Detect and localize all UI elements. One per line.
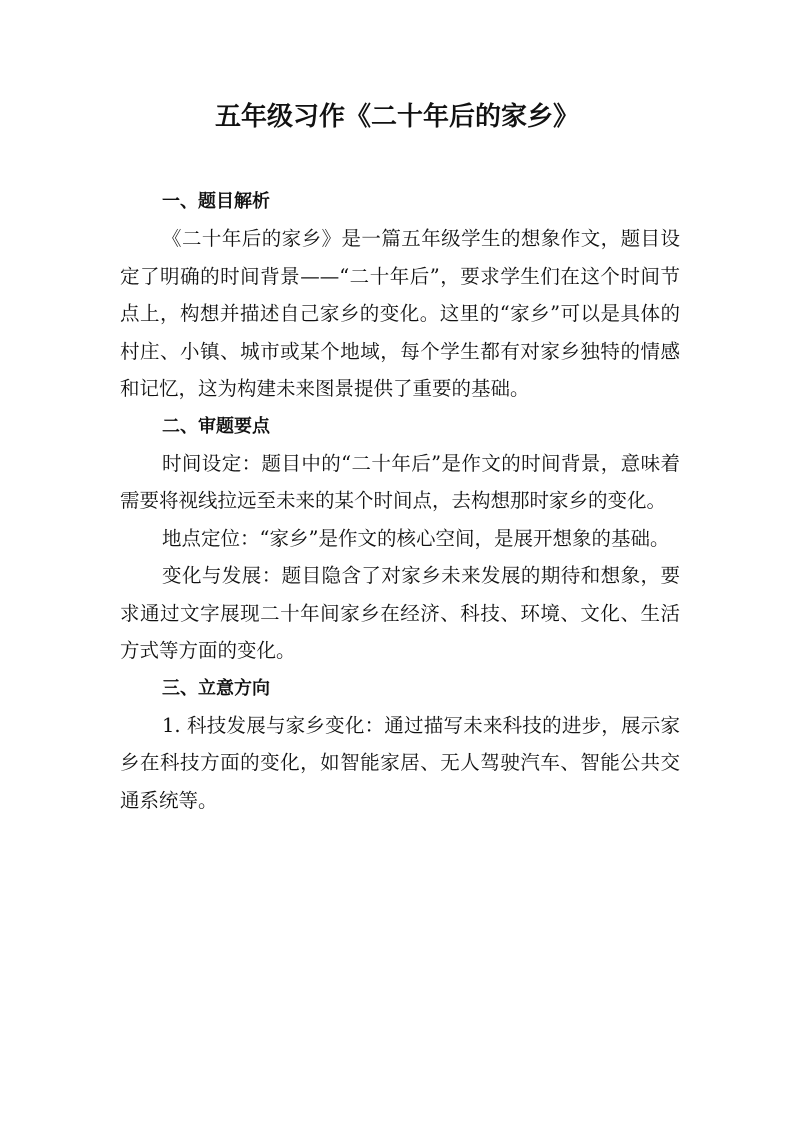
paragraph: 地点定位：“家乡”是作文的核心空间，是展开想象的基础。 — [162, 526, 670, 550]
paragraph: 变化与发展：题目隐含了对家乡未来发展的期待和想象，要求通过文字展现二十年间家乡在经济、科技、环境、文化、生活方式等方面的变化。 — [120, 564, 680, 662]
document-body — [120, 183, 680, 819]
section-key-points — [120, 408, 680, 670]
section-heading: 三、立意方向 — [162, 677, 270, 699]
paragraph: 《二十年后的家乡》是一篇五年级学生的想象作文，题目设定了明确的时间背景——“二十年后”，要求学生们在这个时间节点上，构想并描述自己家乡的变化。这里的“家乡”可以是具体的村庄、小镇、城市或某个地域，每个学生都有对家乡独特的情感和记忆，这为构建未来图景提供了重要的基础。 — [120, 227, 680, 400]
document-title: 五年级习作《二十年后的家乡》 — [214, 102, 579, 132]
section-topic-analysis — [120, 183, 680, 408]
section-heading: 一、题目解析 — [162, 191, 270, 212]
section-theme-direction — [120, 670, 680, 820]
paragraph: 时间设定：题目中的“二十年后”是作文的时间背景，意味着需要将视线拉远至未来的某个时间点，去构想那时家乡的变化。 — [120, 451, 680, 512]
section-heading: 二、审题要点 — [162, 415, 270, 437]
paragraph: 1. 科技发展与家乡变化：通过描写未来科技的进步，展示家乡在科技方面的变化，如智能家居、无人驾驶汽车、智能公共交通系统等。 — [120, 713, 680, 812]
